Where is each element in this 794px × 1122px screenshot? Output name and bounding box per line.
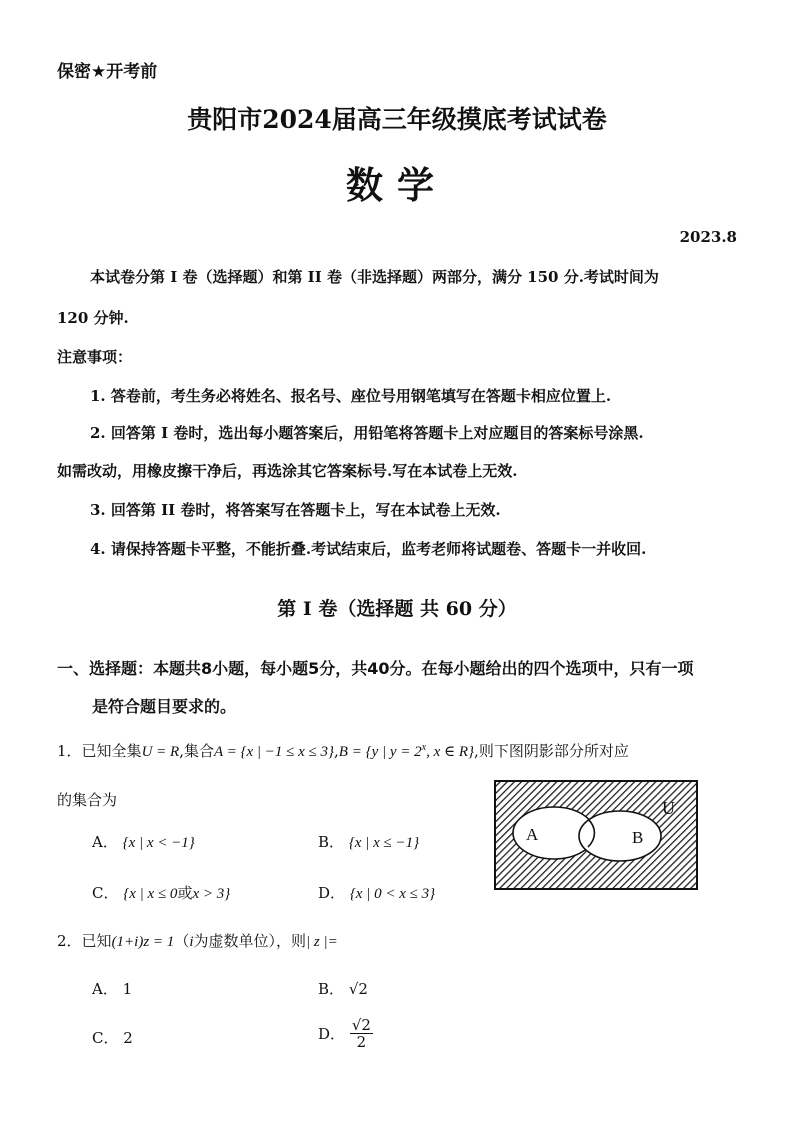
q2-option-c[interactable] [92,1027,133,1048]
option-label: C． [92,884,119,902]
option-value: {x | x ≤ −1} [348,835,420,851]
option-value-end: x > 3} [192,886,231,902]
exam-title: 贵阳市2024届高三年级摸底考试试卷 [187,105,607,134]
math-set-a: A = {x | −1 ≤ x ≤ 3} [213,744,335,760]
math-set-b [339,744,474,760]
intro-line-2: 120 分钟. [57,309,129,327]
question-text: （ [174,932,190,950]
set-b-ellipse [579,811,661,861]
question-text: ,集合 [179,742,214,760]
label-a: A [526,825,539,844]
option-value: {x | x < −1} [122,835,195,851]
question-text: 已知 [81,932,112,950]
option-label: D． [318,884,346,902]
option-or: 或 [177,884,193,902]
option-c[interactable] [92,882,230,903]
question-number: 1． [57,742,82,760]
section-heading: 一、选择题：本题共8小题，每小题5分，共40分。在每小题给出的四个选项中，只有一项 [57,659,694,678]
confidential-label: 保密★开考前 [57,62,158,82]
question-text: 为虚数单位），则 [193,932,307,950]
label-b: B [632,828,644,847]
exam-date: 2023.8 [679,228,737,246]
question-text: , [334,742,339,760]
question-text: ,则下图阴影部分所对应 [474,742,629,760]
math-equation: (1+i)z = 1 [111,934,175,950]
intro-line-1: 本试卷分第 I 卷（选择题）和第 II 卷（非选择题）两部分，满分 150 分.考试时间为 [90,268,659,286]
section-heading-cont: 是符合题目要求的。 [92,697,237,716]
fraction-denominator: 2 [356,1033,367,1051]
option-value: {x | 0 < x ≤ 3} [349,886,436,902]
set-b-exponent: x [421,742,427,753]
set-b-end: , x ∈ R} [426,744,475,760]
note-item-2: 2. 回答第 I 卷时，选出每小题答案后，用铅笔将答题卡上对应题目的答案标号涂黑. [90,424,644,442]
note-item-2-cont: 如需改动，用橡皮擦干净后，再选涂其它答案标号.写在本试卷上无效. [57,462,518,480]
notes-heading: 注意事项： [57,348,133,366]
math-universal-set: U = R [141,744,180,760]
fraction-numerator: √2 [351,1016,371,1034]
q2-option-a[interactable] [92,978,132,999]
option-value: 1 [122,980,133,998]
note-item-4: 4. 请保持答题卡平整，不能折叠.考试结束后，监考老师将试题卷、答题卡一并收回. [90,540,647,558]
option-label: A． [92,833,118,851]
option-d[interactable] [318,882,435,903]
q2-option-d[interactable] [318,1017,373,1050]
option-label: B． [318,980,345,998]
option-a[interactable] [92,831,195,852]
note-item-1: 1. 答卷前，考生务必将姓名、报名号、座位号用钢笔填写在答题卡相应位置上. [90,387,612,405]
option-value: {x | x ≤ 0 [123,886,178,902]
question-1 [57,740,629,761]
question-2 [57,930,338,951]
math-i: i [189,934,194,950]
question-text: 已知全集 [81,742,142,760]
option-value: √2 [348,980,368,998]
part-1-title: 第 I 卷（选择题 共 60 分） [277,598,517,620]
subject-title: 数学 [346,163,448,207]
label-u: U [662,798,675,818]
math-abs-z: | z |= [306,934,338,950]
option-label: D． [318,1025,346,1043]
q2-option-b[interactable] [318,978,368,999]
option-label: A． [92,980,118,998]
option-b[interactable] [318,831,419,852]
fraction [350,1017,373,1050]
question-1-cont: 的集合为 [57,791,118,809]
note-item-3: 3. 回答第 II 卷时，将答案写在答题卡上，写在本试卷上无效. [90,501,501,519]
venn-diagram [494,780,698,890]
option-label: C． [92,1029,119,1047]
option-value: 2 [123,1029,133,1047]
set-b-start: B = {y | y = 2 [338,744,422,760]
question-number: 2． [57,932,82,950]
option-label: B． [318,833,345,851]
